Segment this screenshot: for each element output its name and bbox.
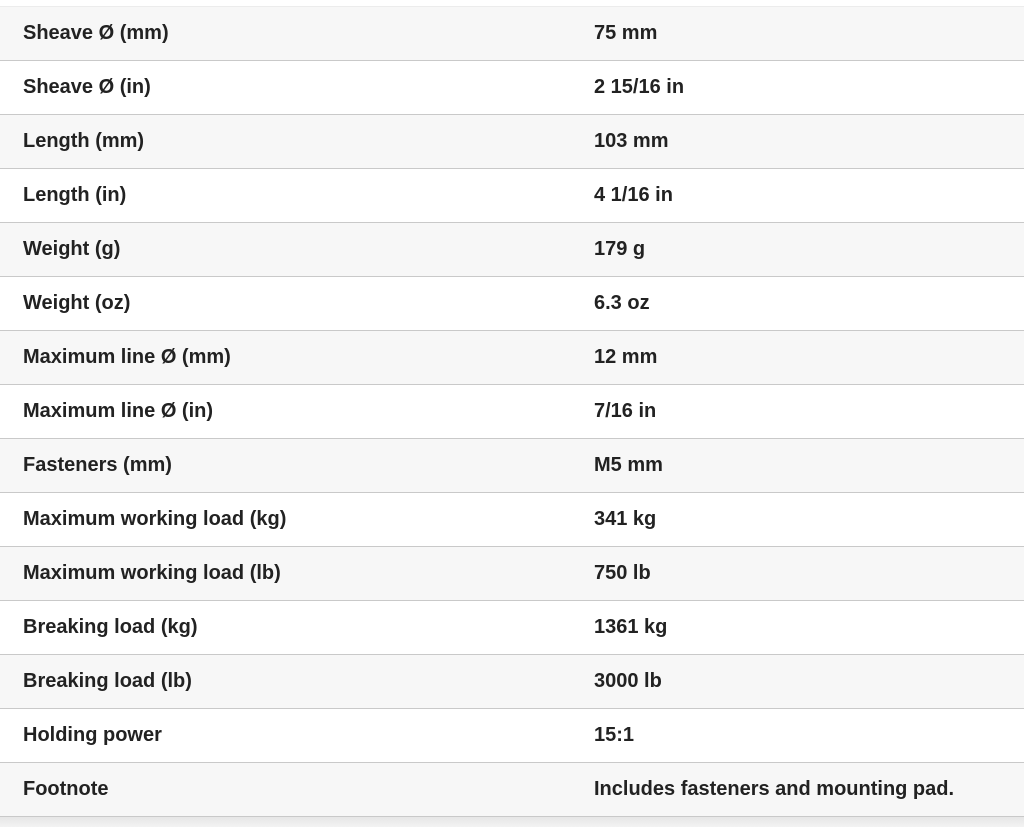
spec-label: Length (mm): [23, 130, 145, 152]
spec-row-breaking-load-kg: [0, 601, 1024, 655]
spec-value: 7/16 in: [594, 400, 657, 422]
spec-value: 4 1/16 in: [594, 184, 673, 206]
spec-value: 3000 lb: [594, 670, 662, 692]
spec-value: M5 mm: [594, 454, 663, 476]
spec-value: 2 15/16 in: [594, 76, 685, 98]
spec-row-max-working-load-lb: [0, 547, 1024, 601]
spec-row-length-mm: [0, 115, 1024, 169]
spec-label: Fasteners (mm): [23, 454, 172, 476]
spec-label: Weight (g): [23, 238, 121, 260]
spec-label: Holding power: [23, 724, 162, 746]
spec-row-footnote: [0, 763, 1024, 817]
spec-value: 1361 kg: [594, 616, 668, 638]
spec-row-weight-g: [0, 223, 1024, 277]
spec-value: 179 g: [594, 238, 646, 260]
spec-value: Includes fasteners and mounting pad.: [594, 778, 955, 800]
spec-row-sheave-diameter-mm: [0, 7, 1024, 61]
spec-label: Weight (oz): [23, 292, 131, 314]
spec-value: 750 lb: [594, 562, 651, 584]
spec-label: Footnote: [23, 778, 109, 800]
spec-value: 15:1: [594, 724, 635, 746]
spec-value: 341 kg: [594, 508, 657, 530]
spec-label: Maximum working load (kg): [23, 508, 287, 530]
spec-row-fasteners-mm: [0, 439, 1024, 493]
spec-label: Maximum working load (lb): [23, 562, 281, 584]
bottom-edge-divider: [0, 817, 1024, 827]
spec-value: 103 mm: [594, 130, 669, 152]
spec-label: Maximum line Ø (mm): [23, 346, 231, 368]
spec-row-max-working-load-kg: [0, 493, 1024, 547]
spec-row-length-in: [0, 169, 1024, 223]
spec-row-weight-oz: [0, 277, 1024, 331]
spec-label: Maximum line Ø (in): [23, 400, 214, 422]
spec-label: Sheave Ø (mm): [23, 22, 169, 44]
spec-label: Length (in): [23, 184, 127, 206]
spec-row-holding-power: [0, 709, 1024, 763]
spec-table: [0, 6, 1024, 817]
spec-value: 6.3 oz: [594, 292, 650, 314]
spec-row-max-line-diameter-mm: [0, 331, 1024, 385]
spec-value: 75 mm: [594, 22, 658, 44]
spec-label: Sheave Ø (in): [23, 76, 151, 98]
spec-label: Breaking load (kg): [23, 616, 198, 638]
spec-value: 12 mm: [594, 346, 658, 368]
spec-row-breaking-load-lb: [0, 655, 1024, 709]
spec-label: Breaking load (lb): [23, 670, 192, 692]
spec-row-max-line-diameter-in: [0, 385, 1024, 439]
spec-row-sheave-diameter-in: [0, 61, 1024, 115]
